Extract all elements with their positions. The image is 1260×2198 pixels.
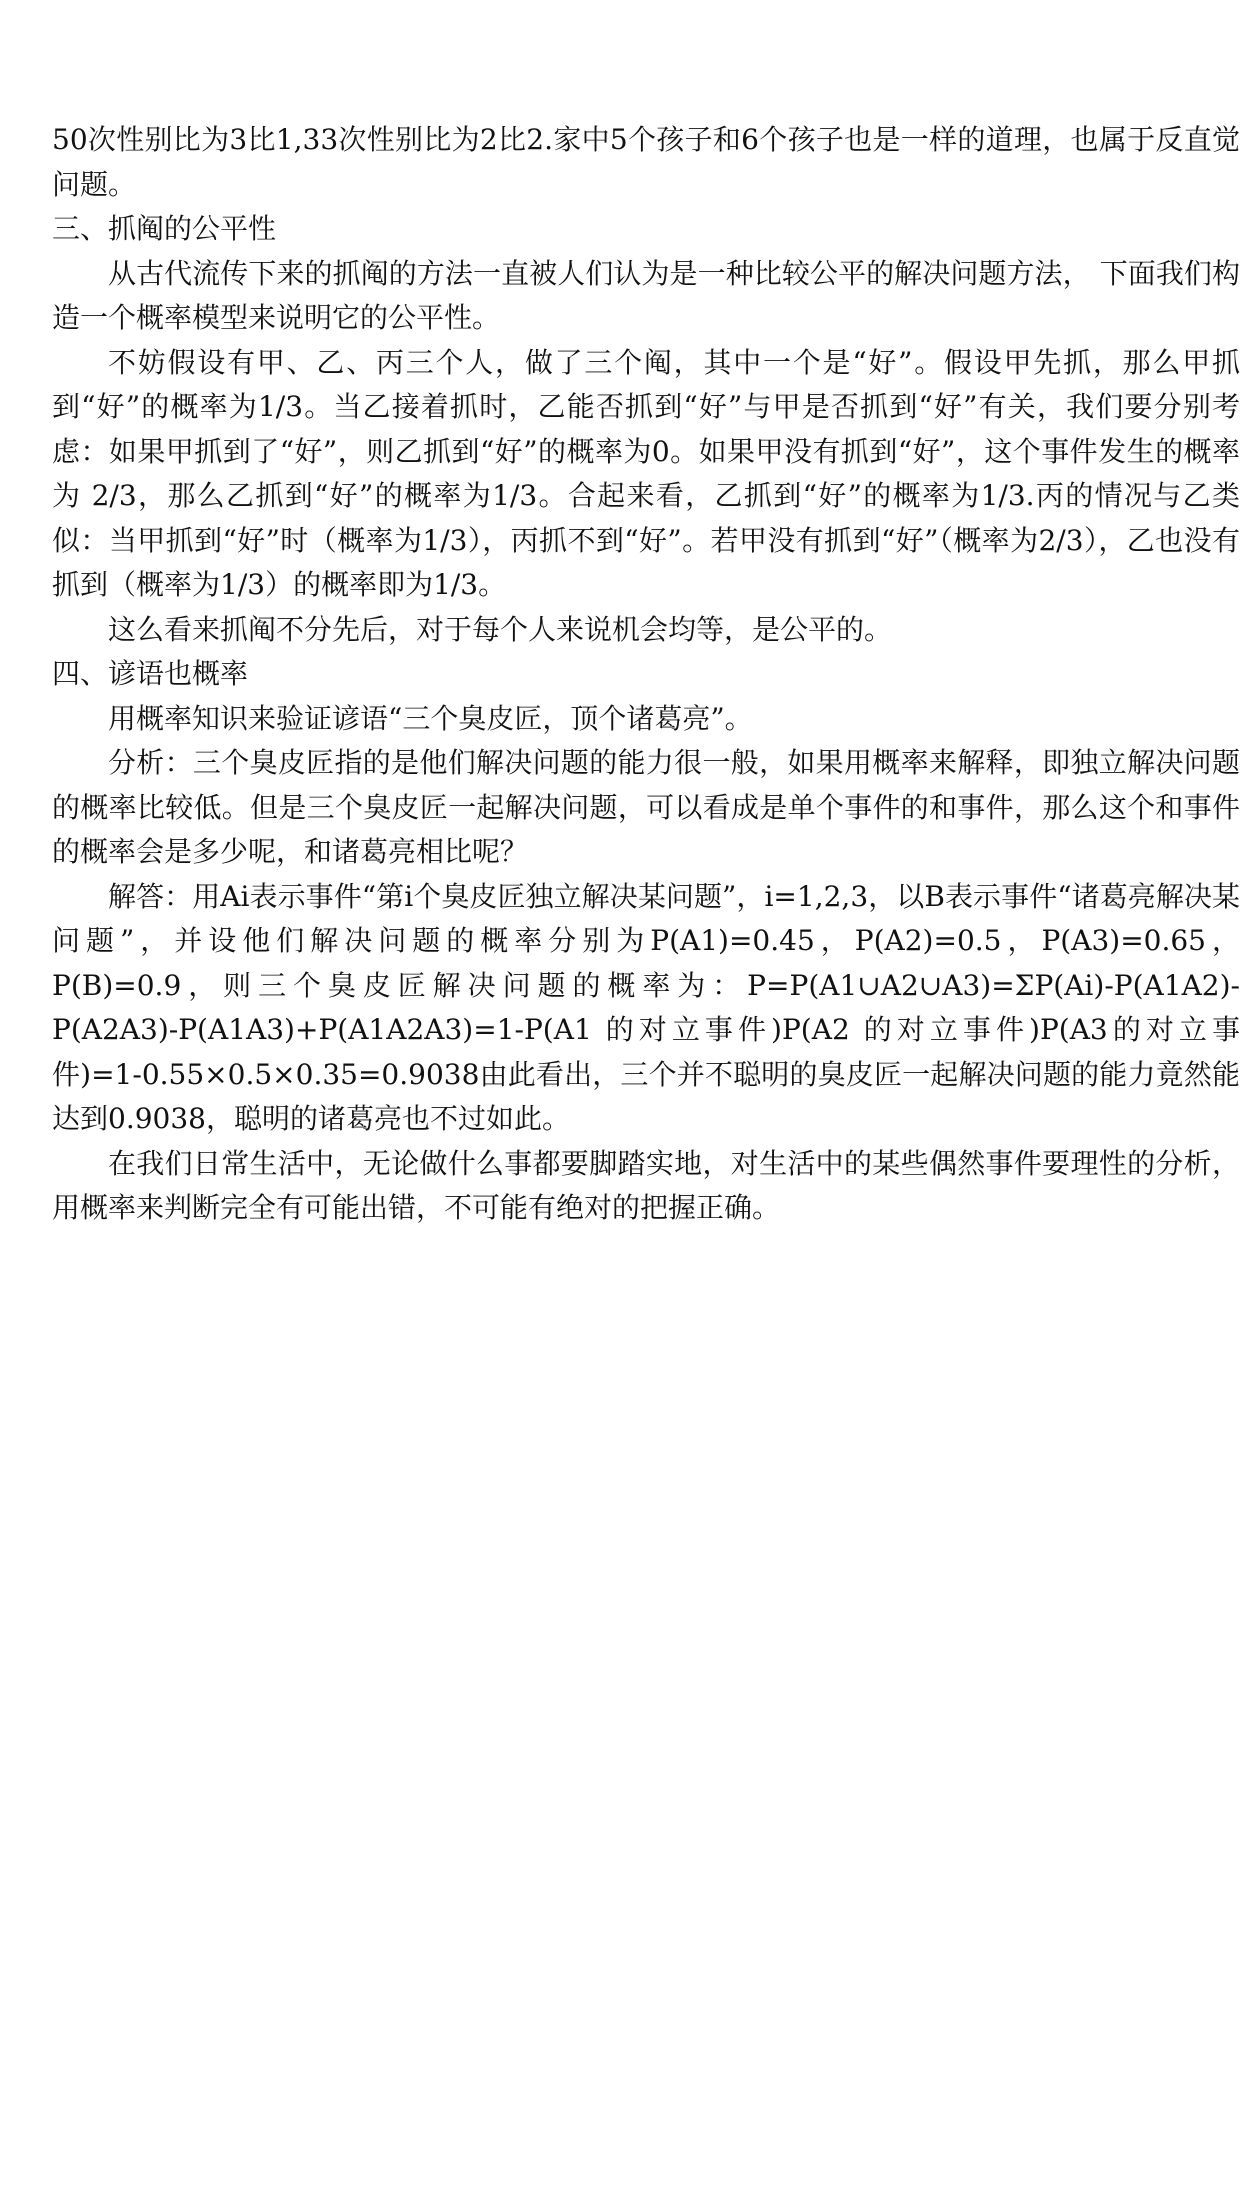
paragraph: 用概率知识来验证谚语“三个臭皮匠，顶个诸葛亮”。 [108,701,753,735]
paragraph: 不妨假设有甲、乙、丙三个人，做了三个阄，其中一个是“好”。假设甲先抓，那么甲抓到“好”的概率为1/3。当乙接着抓时，乙能否抓到“好”与甲是否抓到“好”有关，我们要分别考虑：如果甲抓到了“好”，则乙抓到“好”的概率为0。如果甲没有抓到“好”，这个事件发生的概率为 2/3，那么乙抓到“好”的概率为1/3。合起来看，乙抓到“好”的概率为1/3.丙的情况与乙类似：当甲抓到“好”时（概率为1/3），丙抓不到“好”。若甲没有抓到“好”（概率为2/3），乙也没有抓到（概率为1/3）的概率即为1/3。 [52,345,1240,601]
paragraph-analysis: 分析：三个臭皮匠指的是他们解决问题的能力很一般，如果用概率来解释，即独立解决问题的概率比较低。但是三个臭皮匠一起解决问题，可以看成是单个事件的和事件，那么这个和事件的概率会是多少呢，和诸葛亮相比呢？ [52,746,1240,868]
paragraph: 从古代流传下来的抓阄的方法一直被人们认为是一种比较公平的解决问题方法， 下面我们构造一个概率模型来说明它的公平性。 [52,256,1240,334]
paragraph-solution: 解答：用Ai表示事件“第i个臭皮匠独立解决某问题”，i=1,2,3，以B表示事件“诸葛亮解决某问题”，并设他们解决问题的概率分别为P(A1)=0.45，P(A2)=0.5，P(A3)=0.65，P(B)=0.9，则三个臭皮匠解决问题的概率为：P=P(A1∪A2∪A3)=ΣP(Ai)-P(A1A2)-P(A2A3)-P(A1A3)+P(A1A2A3)=1-P(A1 的对立事件)P(A2 的对立事件)P(A3的对立事件)=1-0.55×0.5×0.35=0.9038由此看出，三个并不聪明的臭皮匠一起解决问题的能力竟然能达到0.9038，聪明的诸葛亮也不过如此。 [52,879,1240,1135]
paragraph-conclusion: 在我们日常生活中，无论做什么事都要脚踏实地，对生活中的某些偶然事件要理性的分析，用概率来判断完全有可能出错，不可能有绝对的把握正确。 [52,1146,1240,1224]
section-heading-proverbs-and-probability: 四、谚语也概率 [52,657,249,690]
section-heading-fairness-of-drawing-lots: 三、抓阄的公平性 [52,212,277,245]
document-body [52,118,1240,1231]
paragraph: 这么看来抓阄不分先后，对于每个人来说机会均等，是公平的。 [108,612,893,646]
paragraph-continuation: 50次性别比为3比1,33次性别比为2比2.家中5个孩子和6个孩子也是一样的道理，也属于反直觉问题。 [52,123,1240,201]
